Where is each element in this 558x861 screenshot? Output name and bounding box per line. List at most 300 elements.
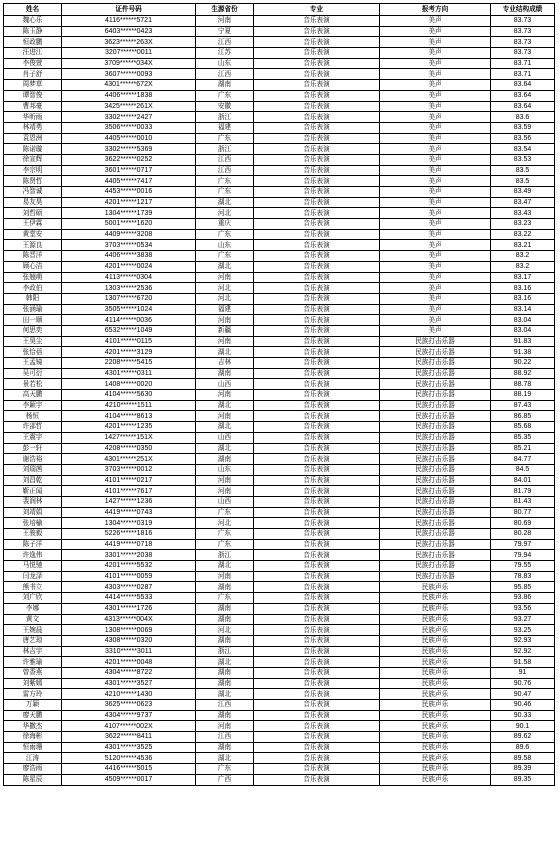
- cell-province: 江西: [196, 69, 254, 80]
- cell-name: 廖浩雨: [4, 764, 62, 775]
- table-row: [4, 58, 555, 69]
- cell-direction: 美声: [380, 283, 491, 294]
- cell-direction: 民族声乐: [380, 603, 491, 614]
- cell-province: 重庆: [196, 219, 254, 230]
- cell-id-number: 4201******3129: [62, 347, 196, 358]
- cell-id-number: 4101******7617: [62, 486, 196, 497]
- cell-score: 90.47: [491, 689, 555, 700]
- cell-major: 音乐表演: [254, 336, 380, 347]
- cell-id-number: 4104******8613: [62, 411, 196, 422]
- cell-direction: 民族打击乐器: [380, 443, 491, 454]
- cell-name: 马悦驰: [4, 561, 62, 572]
- cell-score: 83.5: [491, 176, 555, 187]
- cell-major: 音乐表演: [254, 304, 380, 315]
- table-row: [4, 774, 555, 785]
- cell-id-number: 4406******3838: [62, 251, 196, 262]
- cell-direction: 民族打击乐器: [380, 539, 491, 550]
- table-row: [4, 742, 555, 753]
- cell-name: 谭智俊: [4, 90, 62, 101]
- cell-direction: 民族打击乐器: [380, 475, 491, 486]
- cell-id-number: 3505******1024: [62, 304, 196, 315]
- table-row: [4, 603, 555, 614]
- table-row: [4, 700, 555, 711]
- table-row: [4, 101, 555, 112]
- cell-id-number: 4210******1430: [62, 689, 196, 700]
- cell-score: 83.43: [491, 208, 555, 219]
- cell-major: 音乐表演: [254, 347, 380, 358]
- cell-direction: 美声: [380, 37, 491, 48]
- cell-major: 音乐表演: [254, 283, 380, 294]
- table-row: [4, 325, 555, 336]
- cell-direction: 民族声乐: [380, 582, 491, 593]
- table-row: [4, 26, 555, 37]
- cell-score: 88.19: [491, 390, 555, 401]
- cell-province: 山东: [196, 58, 254, 69]
- cell-id-number: 4107******002X: [62, 721, 196, 732]
- cell-score: 83.73: [491, 48, 555, 59]
- cell-province: 湖南: [196, 603, 254, 614]
- cell-province: 吉林: [196, 358, 254, 369]
- cell-direction: 民族打击乐器: [380, 390, 491, 401]
- cell-score: 80.77: [491, 507, 555, 518]
- cell-name: 张培榆: [4, 518, 62, 529]
- table-row: [4, 37, 555, 48]
- table-row: [4, 710, 555, 721]
- cell-score: 91.58: [491, 657, 555, 668]
- cell-province: 湖北: [196, 400, 254, 411]
- cell-direction: 美声: [380, 90, 491, 101]
- table-row: [4, 197, 555, 208]
- cell-direction: 民族打击乐器: [380, 368, 491, 379]
- cell-id-number: 3703******0534: [62, 240, 196, 251]
- table-row: [4, 496, 555, 507]
- table-row: [4, 454, 555, 465]
- cell-direction: 民族打击乐器: [380, 571, 491, 582]
- cell-province: 浙江: [196, 144, 254, 155]
- cell-major: 音乐表演: [254, 646, 380, 657]
- cell-direction: 美声: [380, 69, 491, 80]
- cell-province: 湖北: [196, 261, 254, 272]
- cell-score: 83.49: [491, 187, 555, 198]
- cell-score: 83.6: [491, 112, 555, 123]
- cell-province: 山东: [196, 240, 254, 251]
- cell-score: 79.55: [491, 561, 555, 572]
- cell-direction: 民族打击乐器: [380, 400, 491, 411]
- cell-name: 韩阳: [4, 293, 62, 304]
- cell-province: 河南: [196, 486, 254, 497]
- cell-province: 宁夏: [196, 26, 254, 37]
- cell-major: 音乐表演: [254, 593, 380, 604]
- cell-score: 89.58: [491, 753, 555, 764]
- cell-province: 湖北: [196, 422, 254, 433]
- cell-name: 熊书立: [4, 582, 62, 593]
- table-row: [4, 208, 555, 219]
- cell-id-number: 4101******0059: [62, 571, 196, 582]
- header-major: 专业: [254, 4, 380, 16]
- table-row: [4, 390, 555, 401]
- cell-major: 音乐表演: [254, 689, 380, 700]
- table-row: [4, 80, 555, 91]
- header-id: 证件号码: [62, 4, 196, 16]
- cell-id-number: 1303******2536: [62, 283, 196, 294]
- cell-province: 江西: [196, 165, 254, 176]
- cell-direction: 民族声乐: [380, 721, 491, 732]
- cell-major: 音乐表演: [254, 753, 380, 764]
- cell-province: 河北: [196, 208, 254, 219]
- cell-province: 湖南: [196, 667, 254, 678]
- cell-name: 刘靖娟: [4, 507, 62, 518]
- cell-direction: 美声: [380, 154, 491, 165]
- cell-score: 83.2: [491, 251, 555, 262]
- cell-province: 福建: [196, 122, 254, 133]
- cell-score: 83.2: [491, 261, 555, 272]
- cell-direction: 民族打击乐器: [380, 379, 491, 390]
- table-row: [4, 657, 555, 668]
- cell-major: 音乐表演: [254, 635, 380, 646]
- cell-direction: 美声: [380, 240, 491, 251]
- cell-province: 湖南: [196, 80, 254, 91]
- cell-score: 83.54: [491, 144, 555, 155]
- cell-score: 86.85: [491, 411, 555, 422]
- cell-name: 张恰蓓: [4, 347, 62, 358]
- cell-id-number: 4301******3527: [62, 678, 196, 689]
- cell-major: 音乐表演: [254, 219, 380, 230]
- cell-id-number: 4201******0024: [62, 261, 196, 272]
- cell-name: 李俊萱: [4, 58, 62, 69]
- cell-name: 黄堂安: [4, 229, 62, 240]
- cell-direction: 民族声乐: [380, 646, 491, 657]
- cell-province: 广东: [196, 176, 254, 187]
- cell-direction: 民族打击乐器: [380, 411, 491, 422]
- cell-major: 音乐表演: [254, 325, 380, 336]
- table-row: [4, 144, 555, 155]
- cell-name: 陈贤哲: [4, 176, 62, 187]
- cell-major: 音乐表演: [254, 774, 380, 785]
- cell-major: 音乐表演: [254, 90, 380, 101]
- cell-direction: 民族声乐: [380, 689, 491, 700]
- cell-province: 河南: [196, 272, 254, 283]
- cell-direction: 美声: [380, 304, 491, 315]
- table-row: [4, 261, 555, 272]
- cell-name: 杨恒: [4, 411, 62, 422]
- cell-score: 80.28: [491, 529, 555, 540]
- cell-score: 90.33: [491, 710, 555, 721]
- cell-major: 音乐表演: [254, 208, 380, 219]
- cell-major: 音乐表演: [254, 443, 380, 454]
- cell-id-number: 3703******0012: [62, 464, 196, 475]
- cell-major: 音乐表演: [254, 700, 380, 711]
- cell-direction: 美声: [380, 112, 491, 123]
- cell-major: 音乐表演: [254, 144, 380, 155]
- cell-major: 音乐表演: [254, 475, 380, 486]
- cell-score: 89.6: [491, 742, 555, 753]
- table-row: [4, 283, 555, 294]
- table-row: [4, 635, 555, 646]
- cell-score: 85.68: [491, 422, 555, 433]
- table-row: [4, 187, 555, 198]
- cell-score: 83.14: [491, 304, 555, 315]
- cell-score: 91.38: [491, 347, 555, 358]
- cell-major: 音乐表演: [254, 582, 380, 593]
- cell-direction: 民族声乐: [380, 753, 491, 764]
- cell-name: 王婉晨: [4, 625, 62, 636]
- table-row: [4, 251, 555, 262]
- cell-province: 湖南: [196, 582, 254, 593]
- cell-score: 83.17: [491, 272, 555, 283]
- cell-major: 音乐表演: [254, 432, 380, 443]
- cell-province: 河北: [196, 518, 254, 529]
- cell-id-number: 4114******0036: [62, 315, 196, 326]
- cell-direction: 民族声乐: [380, 700, 491, 711]
- cell-province: 河南: [196, 390, 254, 401]
- cell-province: 河南: [196, 475, 254, 486]
- table-row: [4, 561, 555, 572]
- table-row: [4, 16, 555, 27]
- cell-id-number: 3622******8411: [62, 732, 196, 743]
- cell-name: 吴可衍: [4, 368, 62, 379]
- cell-score: 91: [491, 667, 555, 678]
- cell-id-number: 4104******5630: [62, 390, 196, 401]
- cell-score: 90.22: [491, 358, 555, 369]
- cell-province: 广东: [196, 529, 254, 540]
- cell-name: 袁恩洲: [4, 133, 62, 144]
- cell-province: 湖北: [196, 347, 254, 358]
- cell-major: 音乐表演: [254, 240, 380, 251]
- cell-province: 广东: [196, 507, 254, 518]
- cell-direction: 民族打击乐器: [380, 432, 491, 443]
- cell-province: 河北: [196, 283, 254, 294]
- table-row: [4, 550, 555, 561]
- cell-province: 湖南: [196, 742, 254, 753]
- cell-province: 广东: [196, 229, 254, 240]
- cell-score: 84.01: [491, 475, 555, 486]
- cell-id-number: 4304******8722: [62, 667, 196, 678]
- cell-id-number: 4208******0350: [62, 443, 196, 454]
- cell-name: 王昊尘: [4, 336, 62, 347]
- cell-province: 山西: [196, 379, 254, 390]
- cell-major: 音乐表演: [254, 154, 380, 165]
- table-row: [4, 240, 555, 251]
- cell-id-number: 4509******0017: [62, 774, 196, 785]
- cell-name: 李政伯: [4, 283, 62, 294]
- header-score: 专业结构成绩: [491, 4, 555, 16]
- cell-score: 89.39: [491, 764, 555, 775]
- cell-direction: 美声: [380, 101, 491, 112]
- cell-id-number: 3709******034X: [62, 58, 196, 69]
- cell-id-number: 4313******004X: [62, 614, 196, 625]
- cell-major: 音乐表演: [254, 251, 380, 262]
- cell-score: 79.97: [491, 539, 555, 550]
- table-row: [4, 732, 555, 743]
- cell-name: 徐海彬: [4, 732, 62, 743]
- cell-id-number: 3425******261X: [62, 101, 196, 112]
- cell-name: 景若松: [4, 379, 62, 390]
- cell-id-number: 4201******1235: [62, 422, 196, 433]
- cell-direction: 民族打击乐器: [380, 358, 491, 369]
- cell-score: 95.85: [491, 582, 555, 593]
- cell-major: 音乐表演: [254, 26, 380, 37]
- cell-province: 浙江: [196, 112, 254, 123]
- table-row: [4, 48, 555, 59]
- cell-province: 江苏: [196, 48, 254, 59]
- cell-id-number: 2208******5415: [62, 358, 196, 369]
- cell-major: 音乐表演: [254, 571, 380, 582]
- table-row: [4, 368, 555, 379]
- cell-score: 88.92: [491, 368, 555, 379]
- cell-major: 音乐表演: [254, 539, 380, 550]
- cell-name: 李颖宇: [4, 400, 62, 411]
- cell-name: 许邵哲: [4, 422, 62, 433]
- cell-name: 许逸伟: [4, 550, 62, 561]
- table-row: [4, 582, 555, 593]
- cell-major: 音乐表演: [254, 122, 380, 133]
- cell-direction: 美声: [380, 26, 491, 37]
- cell-id-number: 6532******1049: [62, 325, 196, 336]
- cell-direction: 民族打击乐器: [380, 529, 491, 540]
- cell-province: 湖南: [196, 710, 254, 721]
- cell-name: 彭一轩: [4, 443, 62, 454]
- cell-id-number: 4405******0010: [62, 133, 196, 144]
- cell-id-number: 4308******0320: [62, 635, 196, 646]
- cell-score: 83.64: [491, 101, 555, 112]
- table-row: [4, 219, 555, 230]
- cell-major: 音乐表演: [254, 454, 380, 465]
- table-row: [4, 69, 555, 80]
- cell-province: 湖北: [196, 443, 254, 454]
- cell-major: 音乐表演: [254, 379, 380, 390]
- cell-province: 湖北: [196, 657, 254, 668]
- cell-name: 李宗明: [4, 165, 62, 176]
- cell-name: 陈玉静: [4, 26, 62, 37]
- cell-major: 音乐表演: [254, 133, 380, 144]
- cell-major: 音乐表演: [254, 69, 380, 80]
- table-row: [4, 571, 555, 582]
- score-table: [3, 3, 555, 786]
- cell-score: 83.22: [491, 229, 555, 240]
- cell-direction: 民族声乐: [380, 635, 491, 646]
- table-row: [4, 486, 555, 497]
- cell-name: 恒雨珊: [4, 742, 62, 753]
- table-row: [4, 293, 555, 304]
- cell-direction: 美声: [380, 325, 491, 336]
- cell-province: 河南: [196, 721, 254, 732]
- table-row: [4, 229, 555, 240]
- cell-name: 汪进江: [4, 48, 62, 59]
- cell-score: 83.16: [491, 293, 555, 304]
- cell-id-number: 3625******0623: [62, 700, 196, 711]
- cell-id-number: 4301******672X: [62, 80, 196, 91]
- cell-major: 音乐表演: [254, 732, 380, 743]
- table-row: [4, 529, 555, 540]
- cell-name: 陈诺璇: [4, 144, 62, 155]
- cell-score: 83.21: [491, 240, 555, 251]
- cell-direction: 美声: [380, 315, 491, 326]
- table-row: [4, 379, 555, 390]
- cell-major: 音乐表演: [254, 80, 380, 91]
- header-province: 生源省份: [196, 4, 254, 16]
- cell-name: 曹邦豪: [4, 101, 62, 112]
- cell-name: 许雅瑜: [4, 657, 62, 668]
- cell-province: 浙江: [196, 646, 254, 657]
- cell-direction: 民族声乐: [380, 625, 491, 636]
- cell-direction: 美声: [380, 16, 491, 27]
- cell-direction: 民族声乐: [380, 667, 491, 678]
- cell-id-number: 4414******5533: [62, 593, 196, 604]
- cell-id-number: 4409******3208: [62, 229, 196, 240]
- cell-province: 河北: [196, 293, 254, 304]
- cell-name: 华昕雨: [4, 112, 62, 123]
- cell-major: 音乐表演: [254, 112, 380, 123]
- cell-province: 湖北: [196, 689, 254, 700]
- cell-major: 音乐表演: [254, 187, 380, 198]
- cell-province: 湖南: [196, 614, 254, 625]
- cell-name: 魏心乐: [4, 16, 62, 27]
- table-row: [4, 90, 555, 101]
- cell-major: 音乐表演: [254, 293, 380, 304]
- cell-province: 广东: [196, 90, 254, 101]
- cell-id-number: 4419******0743: [62, 507, 196, 518]
- cell-score: 83.73: [491, 16, 555, 27]
- cell-province: 新疆: [196, 325, 254, 336]
- cell-score: 85.21: [491, 443, 555, 454]
- cell-score: 83.47: [491, 197, 555, 208]
- cell-major: 音乐表演: [254, 603, 380, 614]
- cell-direction: 美声: [380, 48, 491, 59]
- cell-major: 音乐表演: [254, 561, 380, 572]
- cell-id-number: 4116******5721: [62, 16, 196, 27]
- cell-direction: 美声: [380, 219, 491, 230]
- cell-major: 音乐表演: [254, 37, 380, 48]
- table-row: [4, 593, 555, 604]
- cell-province: 江西: [196, 732, 254, 743]
- cell-major: 音乐表演: [254, 261, 380, 272]
- cell-direction: 美声: [380, 176, 491, 187]
- cell-major: 音乐表演: [254, 368, 380, 379]
- cell-name: 何思奕: [4, 325, 62, 336]
- cell-province: 山西: [196, 496, 254, 507]
- cell-major: 音乐表演: [254, 58, 380, 69]
- cell-direction: 民族打击乐器: [380, 422, 491, 433]
- cell-direction: 美声: [380, 261, 491, 272]
- cell-major: 音乐表演: [254, 315, 380, 326]
- cell-name: 刘瑞茜: [4, 464, 62, 475]
- cell-province: 河北: [196, 625, 254, 636]
- table-row: [4, 422, 555, 433]
- table-row: [4, 646, 555, 657]
- cell-id-number: 4201******1217: [62, 197, 196, 208]
- cell-direction: 美声: [380, 272, 491, 283]
- cell-id-number: 3622******0252: [62, 154, 196, 165]
- cell-province: 福建: [196, 304, 254, 315]
- cell-major: 音乐表演: [254, 422, 380, 433]
- cell-score: 93.25: [491, 625, 555, 636]
- cell-score: 83.64: [491, 90, 555, 101]
- cell-direction: 民族打击乐器: [380, 486, 491, 497]
- table-row: [4, 122, 555, 133]
- header-row: [4, 4, 555, 16]
- cell-score: 85.35: [491, 432, 555, 443]
- cell-province: 湖北: [196, 197, 254, 208]
- cell-score: 93.27: [491, 614, 555, 625]
- cell-id-number: 3302******5369: [62, 144, 196, 155]
- cell-score: 83.71: [491, 69, 555, 80]
- cell-score: 88.78: [491, 379, 555, 390]
- cell-id-number: 3506******0033: [62, 122, 196, 133]
- cell-major: 音乐表演: [254, 529, 380, 540]
- cell-direction: 民族声乐: [380, 710, 491, 721]
- cell-id-number: 4301******251X: [62, 454, 196, 465]
- table-row: [4, 432, 555, 443]
